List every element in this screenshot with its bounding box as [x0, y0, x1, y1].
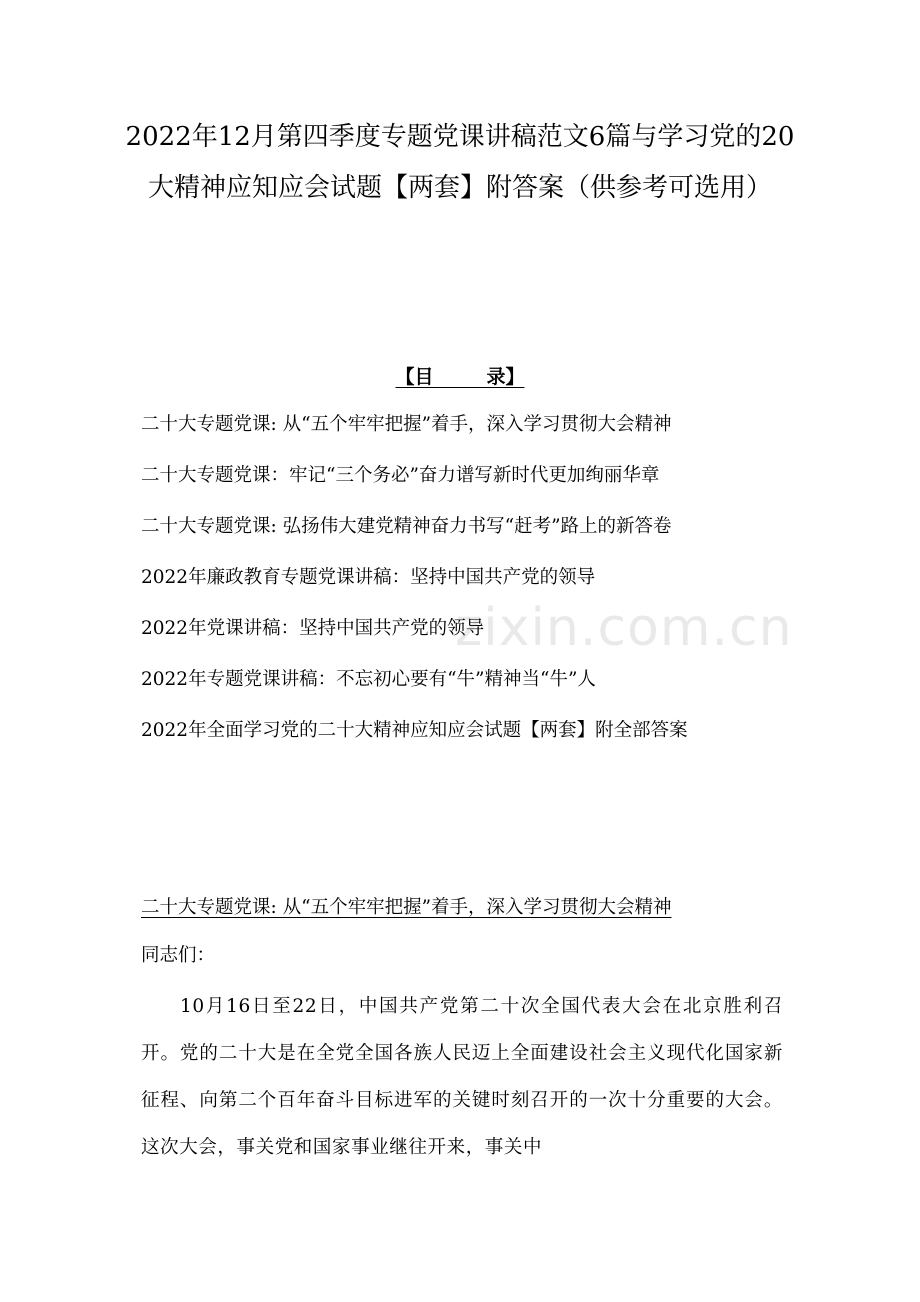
toc-heading: [0, 362, 920, 392]
toc-item: 二十大专题党课：牢记“三个务必”奋力谱写新时代更加绚丽华章: [141, 465, 660, 486]
greeting: 同志们：: [141, 945, 216, 966]
toc-heading-text: 【目 录】: [395, 366, 525, 388]
table-of-contents: [141, 407, 791, 764]
toc-item: 2022年专题党课讲稿：不忘初心要有“牛”精神当“牛”人: [141, 669, 596, 690]
toc-item: 二十大专题党课: 弘扬伟大建党精神奋力书写“赶考”路上的新答卷: [141, 516, 672, 537]
body-paragraph: 10月16日至22日，中国共产党第二十次全国代表大会在北京胜利召开。党的二十大是在全党全国各族人民迈上全面建设社会主义现代化国家新征程、向第二个百年奋斗目标进军的关键时刻召开的一次十分重要的大会。这次大会，事关党和国家事业继往开来，事关中: [141, 996, 783, 1158]
section-heading: 二十大专题党课: 从“五个牢牢把握”着手，深入学习贯彻大会精神: [141, 897, 672, 918]
toc-item: 2022年党课讲稿：坚持中国共产党的领导: [141, 618, 485, 639]
toc-item: 2022年廉政教育专题党课讲稿：坚持中国共产党的领导: [141, 567, 596, 588]
toc-item: 2022年全面学习党的二十大精神应知应会试题【两套】附全部答案: [141, 720, 688, 741]
toc-item: 二十大专题党课: 从“五个牢牢把握”着手，深入学习贯彻大会精神: [141, 414, 672, 435]
watermark: zixin.com.cn: [455, 598, 793, 658]
document-title: 2022年12月第四季度专题党课讲稿范文6篇与学习党的20大精神应知应会试题【两套】附答案（供参考可选用）: [125, 122, 795, 203]
